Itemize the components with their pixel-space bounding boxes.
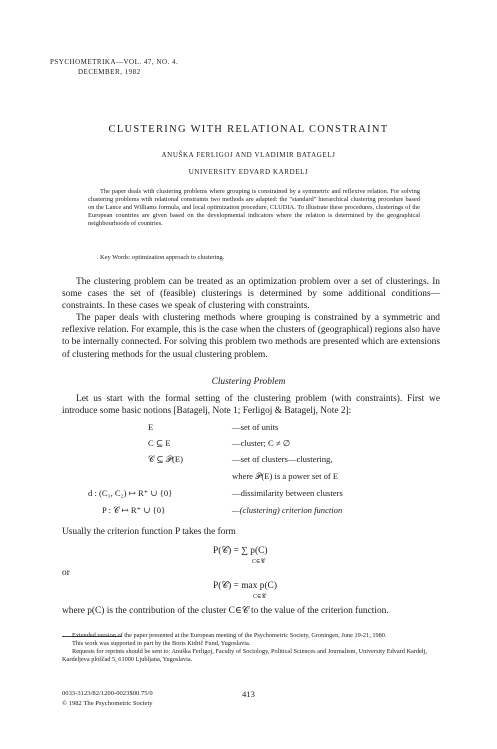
definition-row [62, 471, 442, 485]
definition-symbol: d : (C₁, C₂) ↦ R⁺ ∪ {0} [88, 488, 173, 498]
section-intro [62, 393, 440, 417]
authors: ANUŠKA FERLIGOJ AND VLADIMIR BATAGELJ [161, 151, 336, 159]
issn-line: 0033-3123/82/1200-0023$00.75/0 [62, 690, 153, 697]
definition-description: where 𝒫(E) is a power set of E [232, 471, 339, 481]
formula-sum-subscript: C∈𝒞 [252, 559, 265, 565]
page-number: 413 [242, 689, 255, 699]
abstract-text: The paper deals with clustering problems where grouping is constrained by a symmetric and reflexive relation. For solving clustering problems with relational constraints two methods are adapted: the "standard" hierarchical clustering procedure based on the Lance and Williams formula, and local optimization procedure, CLUDIA. To illustrate these procedures, clusterings of the European countries are given based on the developmental indicators where the relation is determined by the geographical neighbourhoods of countries. [88, 188, 420, 227]
definition-description: —(clustering) criterion function [232, 505, 343, 515]
definition-row [62, 438, 442, 452]
definition-description: —cluster; C ≠ ∅ [232, 438, 291, 448]
keywords: Key Words: optimization approach to clustering. [100, 254, 225, 261]
definition-row [62, 422, 442, 436]
formula-max-subscript: C∈𝒞 [253, 594, 266, 600]
or-word: or [62, 568, 70, 578]
definition-row [62, 505, 442, 519]
section-heading: Clustering Problem [211, 377, 286, 387]
definition-row [62, 488, 442, 502]
paper-title: CLUSTERING WITH RELATIONAL CONSTRAINT [108, 124, 389, 135]
intro-paragraph-1: The clustering problem can be treated as an optimization problem over a set of clusterings. In some cases the set of (feasible) clusterings is determined by some additional conditions—constraints. In these cases we speak of clustering with constraints. [62, 277, 440, 312]
journal-header: PSYCHOMETRIKA—VOL. 47, NO. 4. [50, 58, 179, 66]
definition-symbol: E [148, 422, 154, 432]
formula-sum: P(𝒞) = ∑ p(C) [213, 546, 268, 556]
abstract [88, 188, 420, 228]
usually-line: Usually the criterion function P takes the form [62, 527, 236, 537]
section-intro-text: Let us start with the formal setting of the clustering problem (with constraints). First we introduce some basic notions [Batagelj, Note 1; Ferligoj & Batagelj, Note 2]: [62, 394, 440, 417]
issue-date: DECEMBER, 1982 [78, 68, 141, 76]
footnote: Requests for reprints should be sent to: Anuška Ferligoj, Faculty of Sociology, Political Sciences and Journalism, University Edvard Kardelj, Kardeljeva ploščad 5, 61000 Ljubljana, Yugoslavia. [62, 648, 427, 663]
footnotes [62, 632, 440, 664]
definition-description: —dissimilarity between clusters [232, 488, 343, 498]
definition-symbol: P : 𝒞 ↦ R⁺ ∪ {0} [102, 505, 166, 515]
formula-max: P(𝒞) = max p(C) [213, 581, 277, 591]
definition-description: —set of clusters—clustering, [232, 454, 333, 464]
definition-symbol: C ⊆ E [148, 438, 171, 448]
definition-row [62, 454, 442, 468]
where-line: where p(C) is the contribution of the cluster C∈𝒞 to the value of the criterion function. [62, 606, 389, 616]
affiliation: UNIVERSITY EDVARD KARDELJ [188, 168, 309, 176]
footnote: Extended version of the paper presented at the European meeting of the Psychometric Society, Groningen, June 19-21, 1980. [72, 632, 387, 639]
definition-description: —set of units [232, 422, 279, 432]
footnote: This work was supported in part by the Boris Kidrič Fund, Yugoslavia. [72, 640, 251, 647]
introduction [62, 276, 440, 361]
definition-symbol: 𝒞 ⊆ 𝒫(E) [148, 454, 183, 464]
copyright-line: © 1982 The Psychometric Society [62, 700, 153, 707]
intro-paragraph-2: The paper deals with clustering methods where grouping is constrained by a symmetric and reflexive relation. For example, this is the case when the clusters of (geographical) regions also have to be internally connected. For solving this problem two methods are presented which are extensions of clustering methods for the usual clustering problem. [62, 313, 440, 360]
